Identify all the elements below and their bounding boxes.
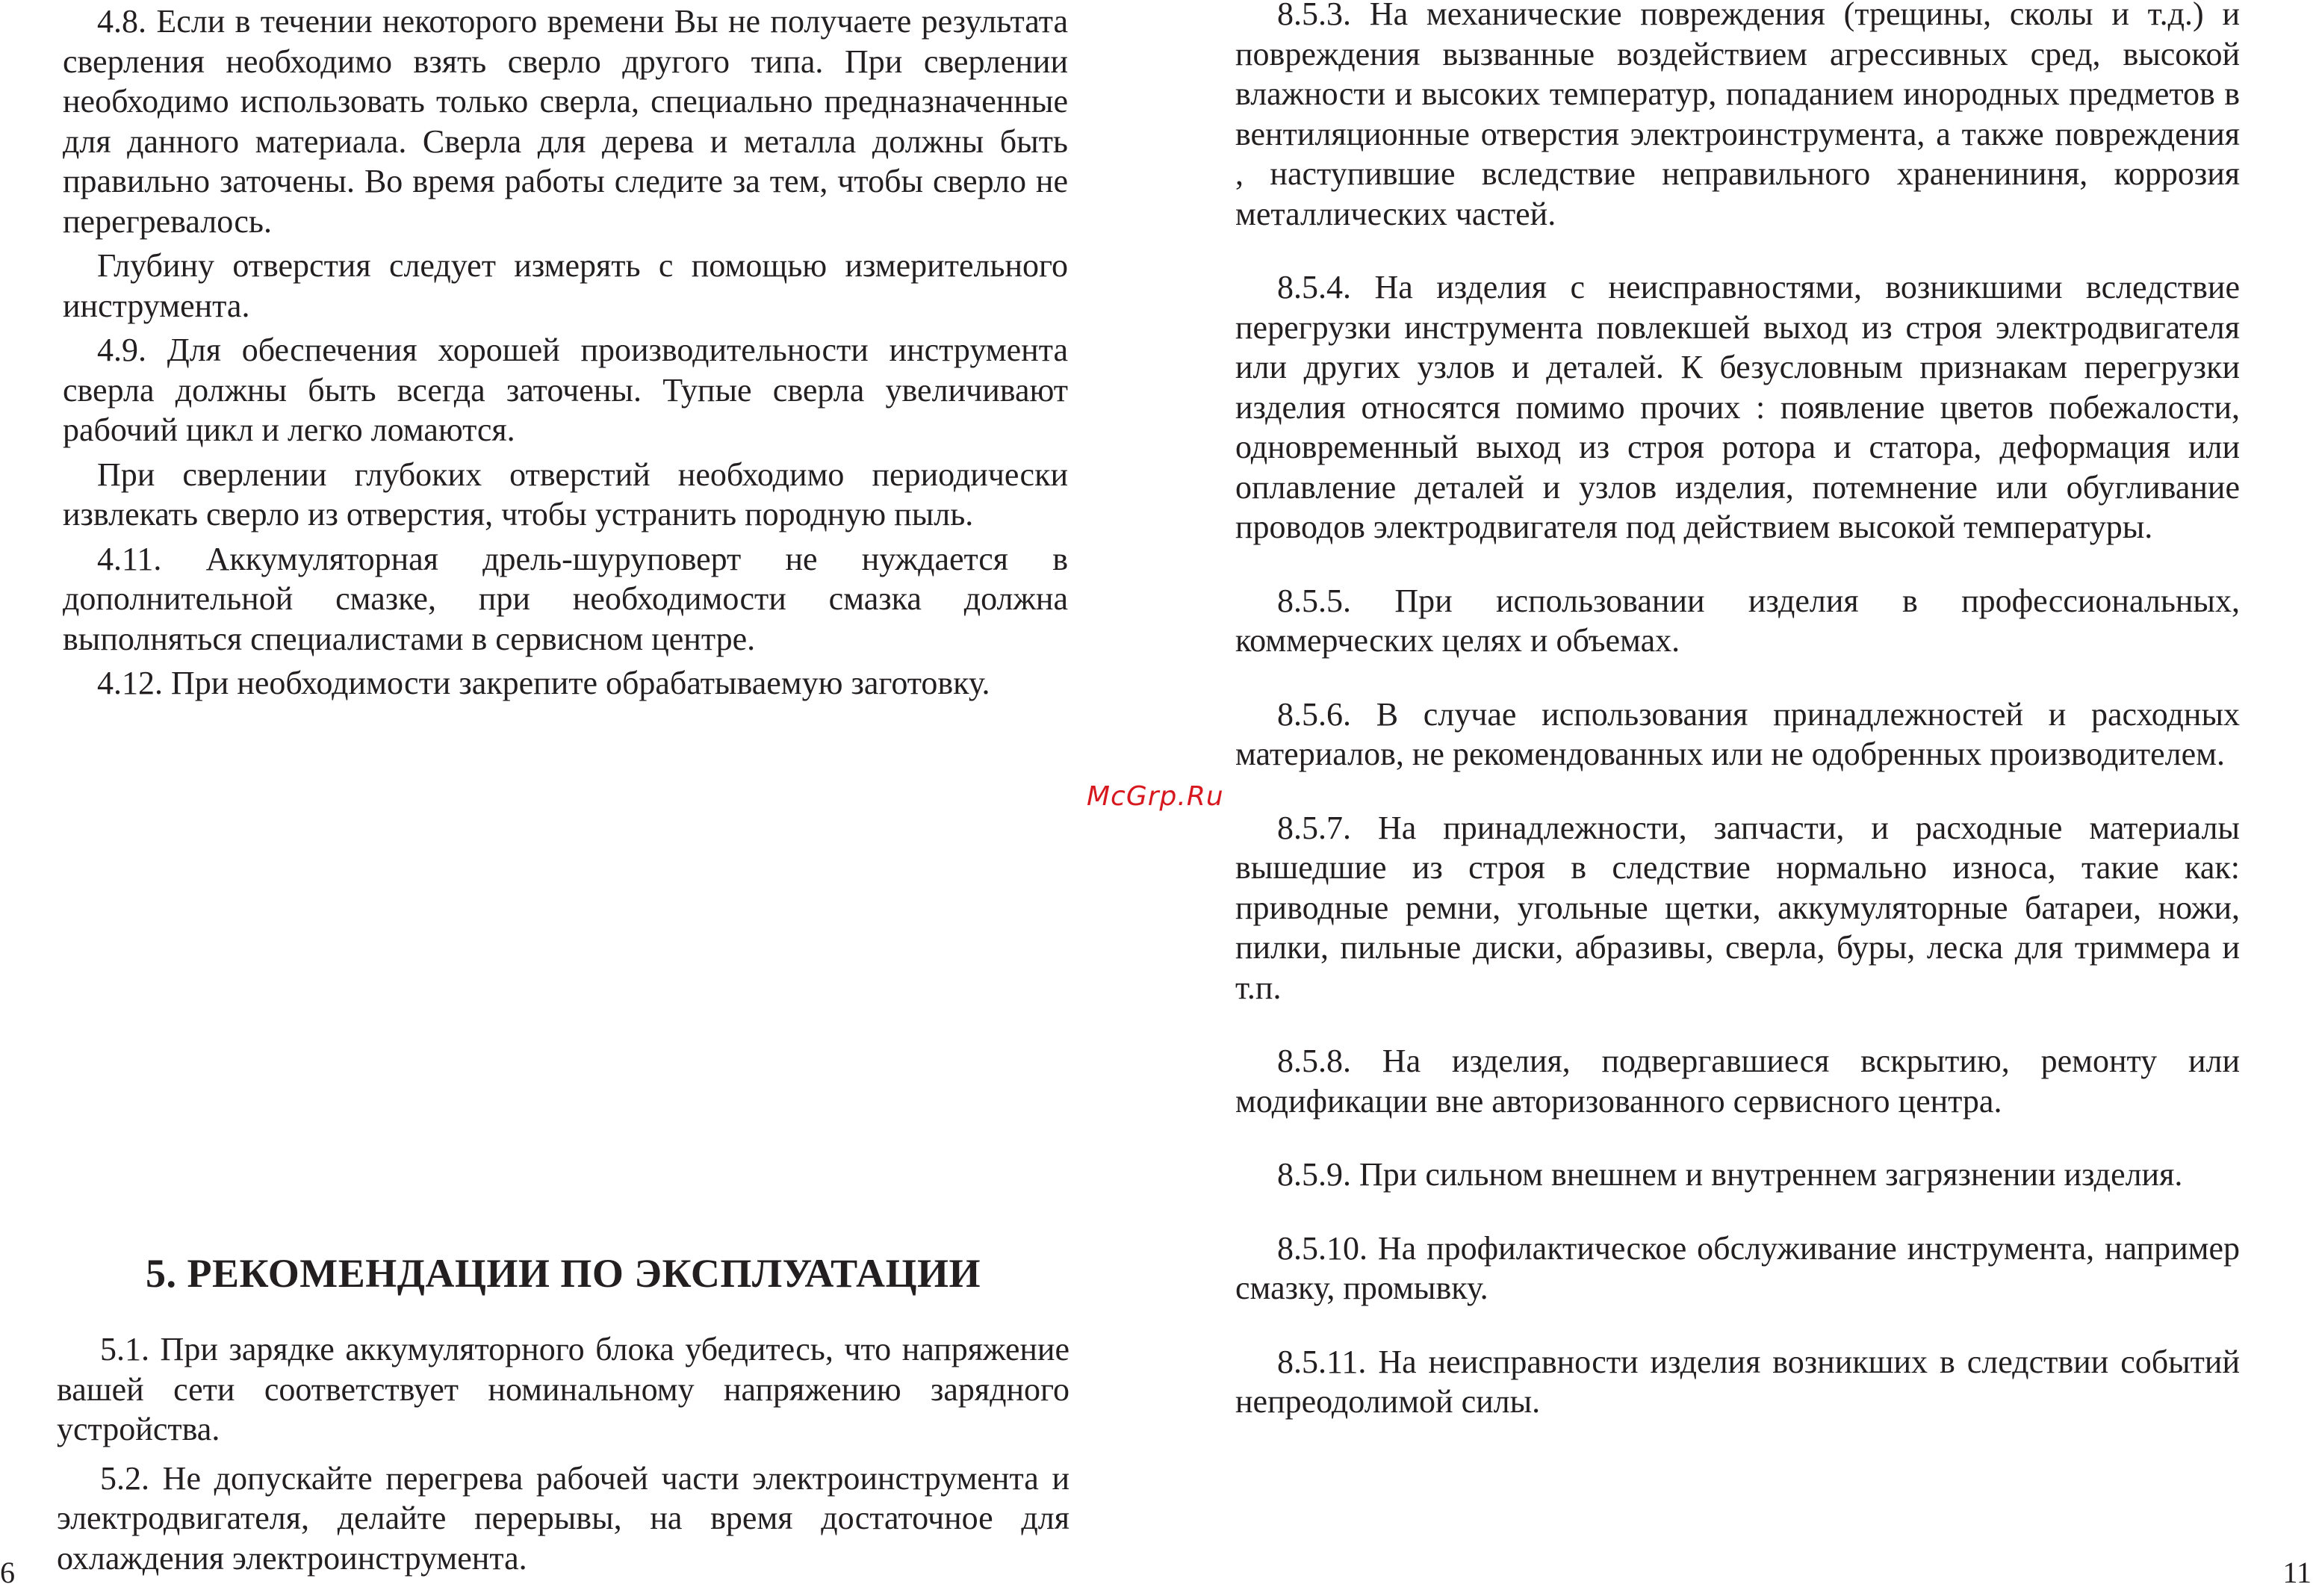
paragraph-4-11: 4.11. Аккумуляторная дрель-шуруповерт не нуждается в дополнительной смазке, при необходимости смазка должна выполняться специалистами в сервисном центре. [63,540,1068,657]
left-page-body [63,1,1068,708]
paragraph-8-5-9: 8.5.9. При сильном внешнем и внутреннем загрязнении изделия. [1277,1156,2183,1193]
paragraph-8-5-10: 8.5.10. На профилактическое обслуживание инструмента, например смазку, промывку. [1235,1229,2240,1306]
watermark: McGrp.Ru [1087,781,1224,812]
paragraph-4-12: 4.12. При необходимости закрепите обрабатываемую заготовку. [97,665,990,701]
paragraph-deep-holes: При сверлении глубоких отверстий необходимо периодически извлекать сверло из отверстия, чтобы устранить породную пыль. [63,456,1068,532]
paragraph-8-5-8: 8.5.8. На изделия, подвергавшиеся вскрытию, ремонту или модификации вне авторизованного сервисного центра. [1235,1043,2240,1120]
paragraph-8-5-4: 8.5.4. На изделия с неисправностями, возникшими вследствие перегрузки инструмента повлекшей выход из строя электродвигателя или других узлов и деталей. К безусловным признакам перегрузки изделия относятся помимо прочих : появление цветов побежалости, одновременный выход из строя ротора и статора, деформация или оплавление деталей и узлов изделия, потемнение или обугливание проводов электродвигателя под действием высокой температуры. [1235,269,2240,545]
page-number-right: 11 [2282,1556,2312,1589]
paragraph-5-2: 5.2. Не допускайте перегрева рабочей части электроинструмента и электродвигателя, делайте перерывы, на время достаточное для охлаждения электроинструмента. [57,1459,1069,1577]
paragraph-8-5-7: 8.5.7. На принадлежности, запчасти, и расходные материалы вышедшие из строя в следствие нормально износа, такие как: приводные ремни, угольные щетки, аккумуляторные батареи, ножи, пилки, пильные диски, абразивы, сверла, буры, леска для триммера и т.п. [1235,809,2240,1006]
paragraph-8-5-11: 8.5.11. На неисправности изделия возникших в следствии событий непреодолимой силы. [1235,1343,2240,1420]
paragraph-4-9: 4.9. Для обеспечения хорошей производительности инструмента сверла должны быть всегда заточены. Тупые сверла увеличивают рабочий цикл и легко ломаются. [63,332,1068,448]
section-title: 5. РЕКОМЕНДАЦИИ ПО ЭКСПЛУАТАЦИИ [145,1251,981,1296]
right-page-body [1235,0,2240,1456]
paragraph-8-5-6: 8.5.6. В случае использования принадлежностей и расходных материалов, не рекомендованных или не одобренных производителем. [1235,695,2240,772]
paragraph-4-8: 4.8. Если в течении некоторого времени Вы не получаете результата сверления необходимо взять сверло другого типа. При сверлении необходимо использовать только сверла, специально предназначенные для данного материала. Сверла для дерева и металла должны быть правильно заточены. Во время работы следите за тем, чтобы сверло не перегревалось. [63,3,1068,240]
right-page [1158,0,2316,1596]
paragraph-hole-depth: Глубину отверстия следует измерять с помощью измерительного инструмента. [63,247,1068,324]
paragraph-5-1: 5.1. При зарядке аккумуляторного блока убедитесь, что напряжение вашей сети соответствует номинальному напряжению зарядного устройства. [57,1331,1069,1447]
paragraph-8-5-3: 8.5.3. На механические повреждения (трещины, сколы и т.д.) и повреждения вызванные воздействием агрессивных сред, высокой влажности и высоких температур, попаданием инородных предметов в вентиляционные отверстия электроинструмента, а также повреждения , наступившие вследствие неправильного храненининя, коррозия металлических частей. [1235,0,2240,232]
operation-recommendations-section [57,1247,1069,1587]
paragraph-8-5-5: 8.5.5. При использовании изделия в профессиональных, коммерческих целях и объемах. [1235,582,2240,659]
page-number-left: 6 [0,1556,15,1589]
